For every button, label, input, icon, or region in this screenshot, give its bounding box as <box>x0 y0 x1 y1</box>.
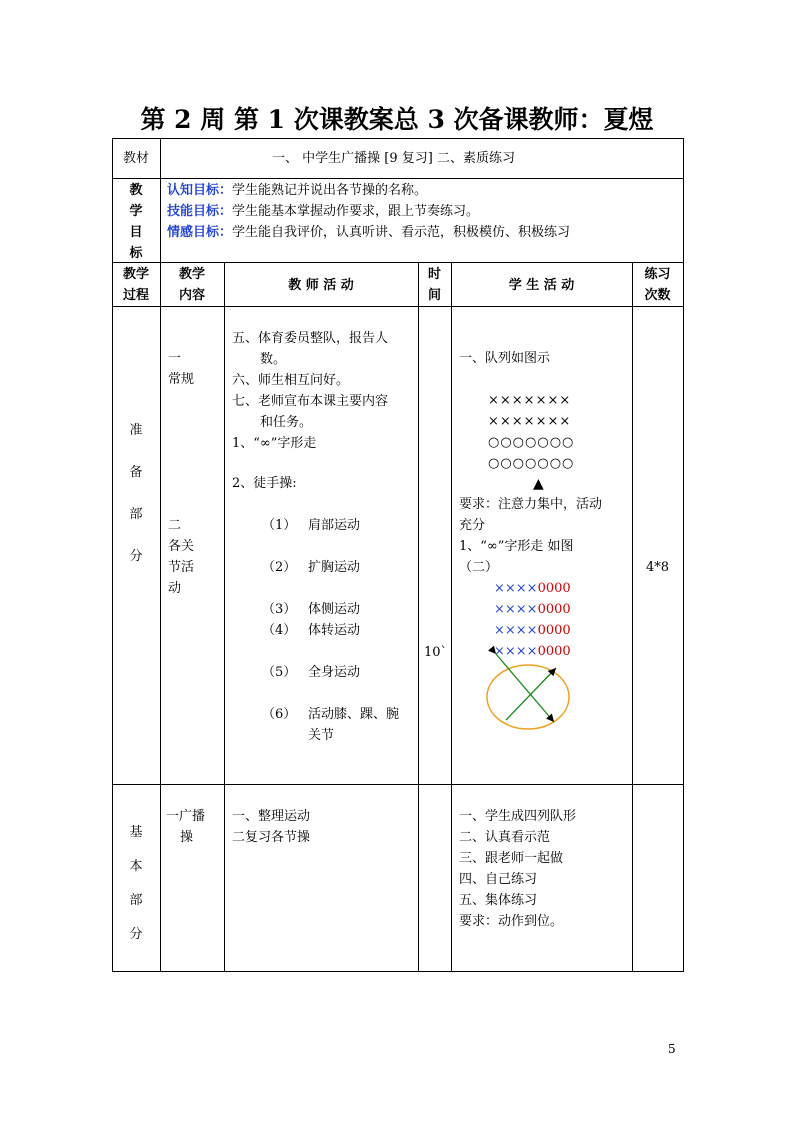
objective-affective: 情感目标：学生能自我评价，认真听讲、看示范，积极模仿、积极练习 <box>167 225 571 240</box>
objective-skill: 技能目标：学生能基本掌握动作要求，跟上节奏练习。 <box>167 204 480 219</box>
walk-path-diagram <box>482 646 582 732</box>
header-time: 时 间 <box>427 267 441 303</box>
prep-teacher-exercise-heading: 2、徒手操: <box>232 476 297 491</box>
exercise-item: （6） <box>262 707 297 722</box>
header-teacher: 教 师 活 动 <box>288 278 354 293</box>
header-student: 学 生 活 动 <box>508 278 575 293</box>
exercise-item: （2） <box>262 560 297 575</box>
header-count: 练习 次数 <box>644 267 671 303</box>
exercise-name: 体侧运动 <box>308 602 361 617</box>
exercise-name: 体转运动 <box>308 623 361 638</box>
basic-student-activities: 一、学生成四列队形 二、认真看示范 三、跟老师一起做 四、自己练习 五、集体练习 要求：动作到位。 <box>459 809 577 929</box>
prep-time: 10` <box>424 645 448 660</box>
basic-content: 一广播 操 <box>166 809 206 845</box>
exercise-item: （4） <box>262 623 297 638</box>
exercise-name-cont: 关节 <box>308 728 335 743</box>
exercise-item: （1） <box>262 518 297 533</box>
exercise-name: 全身运动 <box>308 665 361 680</box>
exercise-name: 肩部运动 <box>308 518 361 533</box>
walk-formation: ××××0000 ××××0000 ××××0000 ××××0000 <box>494 581 571 659</box>
exercise-item: （5） <box>262 665 297 680</box>
page-number: 5 <box>668 1042 676 1056</box>
textbook-label: 教材 <box>122 151 149 166</box>
objective-cognitive: 认知目标：学生能熟记并说出各节操的名称。 <box>167 183 428 198</box>
prep-student-requirement: 要求：注意力集中，活动 充分 <box>459 497 603 533</box>
header-content: 教学 内容 <box>178 267 205 303</box>
prep-content-joints: 二 各关 节活 动 <box>168 518 195 596</box>
prep-process-label: 准 备 部 分 <box>129 423 143 564</box>
exercise-item: （3） <box>262 602 297 617</box>
prep-student-walk: 1、“∞”字形走 如图 （二） <box>459 539 574 575</box>
basic-teacher-activities: 一、整理运动 二复习各节操 <box>232 809 311 845</box>
exercise-name: 活动膝、踝、腕 <box>308 707 400 722</box>
prep-teacher-activities: 五、体育委员整队，报告人 数。 六、师生相互问好。 七、老师宣布本课主要内容 和任务。 1、“∞”字形走 <box>232 331 389 451</box>
header-process: 教学 过程 <box>122 267 149 303</box>
basic-process-label: 基 本 部 分 <box>129 825 143 942</box>
formation-diagram: ××××××× ××××××× ○○○○○○○ ○○○○○○○ <box>488 393 575 471</box>
objectives-list <box>167 180 570 243</box>
teacher-position-icon: ▲ <box>533 476 544 492</box>
prep-content-routine: 一 常规 <box>168 351 195 387</box>
prep-student-heading: 一、队列如图示 <box>459 351 551 366</box>
textbook-content: 一、 中学生广播操 [9 复习] 二、素质练习 <box>272 151 515 166</box>
prep-count: 4*8 <box>645 560 670 575</box>
exercise-name: 扩胸运动 <box>308 560 361 575</box>
page-title: 第 2 周 第 1 次课教案总 3 次备课教师：夏煜 <box>140 105 654 134</box>
objectives-label: 教 学 目 标 <box>129 183 143 261</box>
